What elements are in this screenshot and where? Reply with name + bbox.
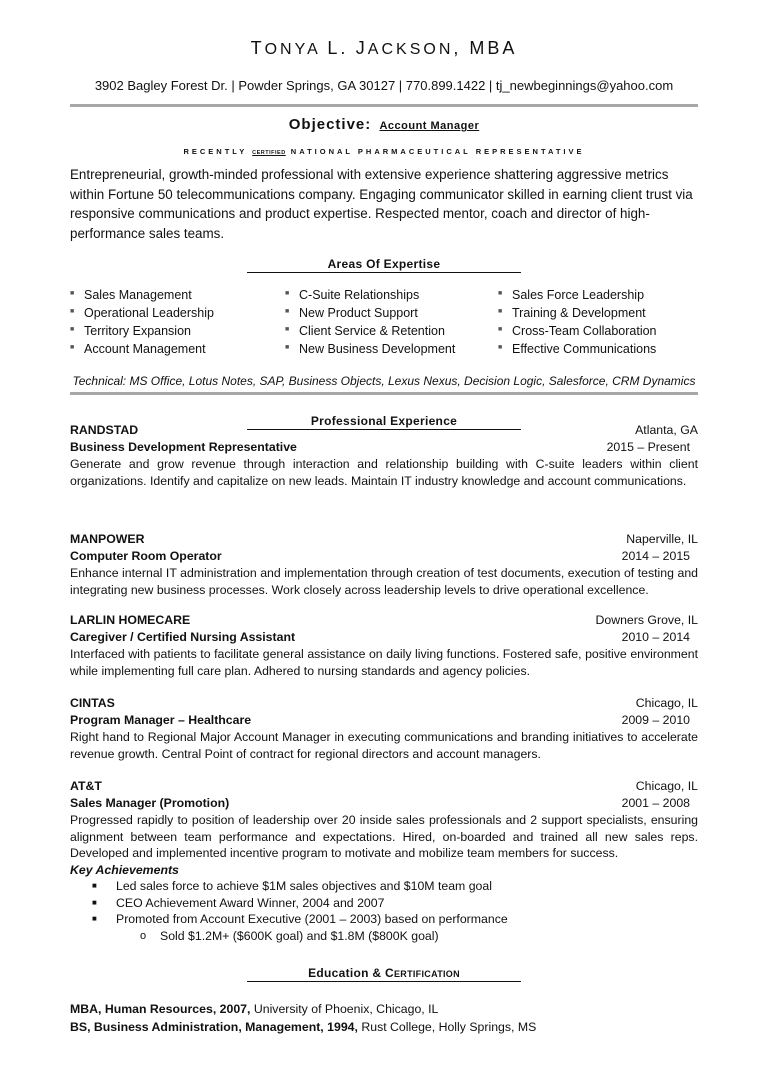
degree: BS, Business Administration, Management, 1994,	[70, 1019, 358, 1034]
job-entry-att	[70, 778, 698, 944]
list-item: ■ Client Service & Retention	[285, 323, 455, 341]
job-description: Generate and grow revenue through interaction and relationship building with C-suite leaders within client organizations. Identify and capitalize on new leads. Maintain IT industry knowledge and account communications.	[70, 457, 698, 488]
list-item: ■ Training & Development	[498, 305, 657, 323]
degree: MBA, Human Resources, 2007,	[70, 1002, 251, 1016]
list-item: ■ New Product Support	[285, 305, 455, 323]
experience-heading: Professional Experience	[247, 414, 521, 430]
list-item: ■ Sales Force Leadership	[498, 287, 657, 305]
job-location: Chicago, IL	[635, 779, 698, 793]
summary-paragraph: Entrepreneurial, growth-minded professional with extensive experience shattering aggressive metrics within Fortune 50 telecommunications company. Engaging communicator skilled in earning client trust via responsive communications and product expertise. Respected mentor, coach and director of high-performance sales teams.	[70, 167, 693, 241]
bullet-icon: ■	[285, 343, 290, 351]
job-location: Chicago, IL	[635, 696, 698, 710]
bullet-icon: ■	[285, 290, 290, 297]
subtitle-certified: CERTIFIED	[252, 150, 286, 156]
expertise-column-2	[285, 287, 455, 358]
expertise-heading: Areas Of Expertise	[247, 257, 521, 273]
list-item: ■ Account Management	[70, 341, 214, 359]
candidate-name	[0, 38, 768, 59]
job-entry-cintas	[70, 695, 698, 762]
job-role: Business Development Representative	[70, 440, 297, 454]
bullet-icon: ■	[285, 307, 290, 315]
education-list	[70, 1001, 698, 1036]
bullet-icon: ■	[498, 290, 503, 297]
objective-label: Objective:	[288, 116, 372, 133]
company-name: AT&T	[70, 779, 102, 793]
subtitle-recently: RECENTLY	[183, 147, 248, 156]
list-item: ■ CEO Achievement Award Winner, 2004 and 2007	[92, 895, 698, 912]
job-location: Downers Grove, IL	[595, 613, 698, 627]
job-role: Sales Manager (Promotion)	[70, 796, 230, 810]
key-achievements-label: Key Achievements	[70, 862, 179, 877]
job-entry-larlin	[70, 612, 698, 679]
job-description: Progressed rapidly to position of leadership over 20 inside sales professionals and 2 support specialists, ensuring alignment between team performance and expectations. Hired, on-boarded and trained all new sales reps. Developed and implemented incentive program to motivate and mobilize team members for success.	[70, 813, 698, 860]
job-location: Naperville, IL	[626, 532, 698, 546]
sub-achievements-list	[70, 928, 698, 945]
job-dates: 2009 – 2010	[621, 713, 690, 727]
list-item	[70, 1019, 698, 1037]
list-item: ■ Cross-Team Collaboration	[498, 323, 657, 341]
company-name: MANPOWER	[70, 532, 145, 546]
contact-line: 3902 Bagley Forest Dr. | Powder Springs, GA 30127 | 770.899.1422 | tj_newbeginnings@yahoo.com	[94, 78, 674, 93]
bullet-icon: ■	[70, 290, 75, 297]
bullet-icon: ■	[498, 325, 503, 333]
job-dates: 2014 – 2015	[621, 549, 690, 563]
list-item: ■ C-Suite Relationships	[285, 287, 455, 305]
job-entry-randstad	[70, 422, 698, 489]
company-name: LARLIN HOMECARE	[70, 613, 191, 627]
job-description: Right hand to Regional Major Account Manager in executing communications and branding initiatives to accelerate revenue growth. Central Point of contract for regional directors and account managers.	[70, 730, 698, 761]
list-item: ■ Effective Communications	[498, 341, 657, 359]
bullet-icon: ■	[70, 307, 75, 315]
name-middle: L.	[327, 38, 349, 58]
list-item: ■ Territory Expansion	[70, 323, 214, 341]
name-first-rest: ONYA	[264, 41, 320, 58]
expertise-column-1	[70, 287, 214, 358]
expertise-column-3	[498, 287, 657, 358]
job-description: Interfaced with patients to facilitate general assistance on daily living functions. Fostered safe, positive environment while implementing full care plan. Adhered to nursing standards and agency policies.	[70, 647, 698, 678]
objective-heading	[0, 116, 768, 133]
job-description: Enhance internal IT administration and implementation through creation of test documents, execution of testing and integrating new business processes. Work closely across leadership levels to drive operational excellence.	[70, 566, 698, 597]
job-dates: 2001 – 2008	[621, 796, 690, 810]
name-last-initial: J	[355, 38, 368, 58]
list-item: o Sold $1.2M+ ($600K goal) and $1.8M ($800K goal)	[140, 928, 698, 945]
technical-skills: Technical: MS Office, Lotus Notes, SAP, Business Objects, Lexus Nexus, Decision Logic, Salesforce, CRM Dynamics	[70, 374, 698, 395]
company-name: CINTAS	[70, 696, 115, 710]
job-role: Program Manager – Healthcare	[70, 713, 252, 727]
name-last-rest: ACKSON	[367, 41, 454, 58]
company-name: RANDSTAD	[70, 423, 139, 437]
objective-title: Account Manager	[379, 120, 480, 132]
list-item: ■ Operational Leadership	[70, 305, 214, 323]
bullet-icon: ■	[70, 325, 75, 333]
subtitle-role: NATIONAL PHARMACEUTICAL REPRESENTATIVE	[290, 147, 585, 156]
bullet-icon: ■	[285, 325, 290, 333]
job-dates: 2010 – 2014	[621, 630, 690, 644]
list-item: ■ Led sales force to achieve $1M sales objectives and $10M team goal	[92, 878, 698, 895]
job-entry-manpower	[70, 531, 698, 598]
job-role: Computer Room Operator	[70, 549, 222, 563]
bullet-icon: ■	[498, 343, 503, 351]
achievements-list	[70, 878, 698, 928]
header-divider	[70, 104, 698, 107]
list-item: ■ Promoted from Account Executive (2001 – 2003) based on performance	[92, 911, 698, 928]
objective-subtitle	[0, 147, 768, 156]
list-item	[70, 1001, 698, 1019]
list-item: ■ Sales Management	[70, 287, 214, 305]
name-initial: T	[250, 38, 265, 58]
name-suffix: , MBA	[453, 38, 518, 58]
education-heading: Education & CERTIFICATION	[247, 966, 521, 982]
school: University of Phoenix, Chicago, IL	[253, 1002, 439, 1016]
bullet-icon: ■	[498, 307, 503, 315]
job-role: Caregiver / Certified Nursing Assistant	[70, 630, 296, 644]
school: Rust College, Holly Springs, MS	[361, 1019, 537, 1034]
list-item: ■ New Business Development	[285, 341, 455, 359]
job-dates: 2015 – Present	[606, 440, 690, 454]
bullet-icon: ■	[70, 343, 75, 351]
job-location: Atlanta, GA	[635, 423, 698, 437]
